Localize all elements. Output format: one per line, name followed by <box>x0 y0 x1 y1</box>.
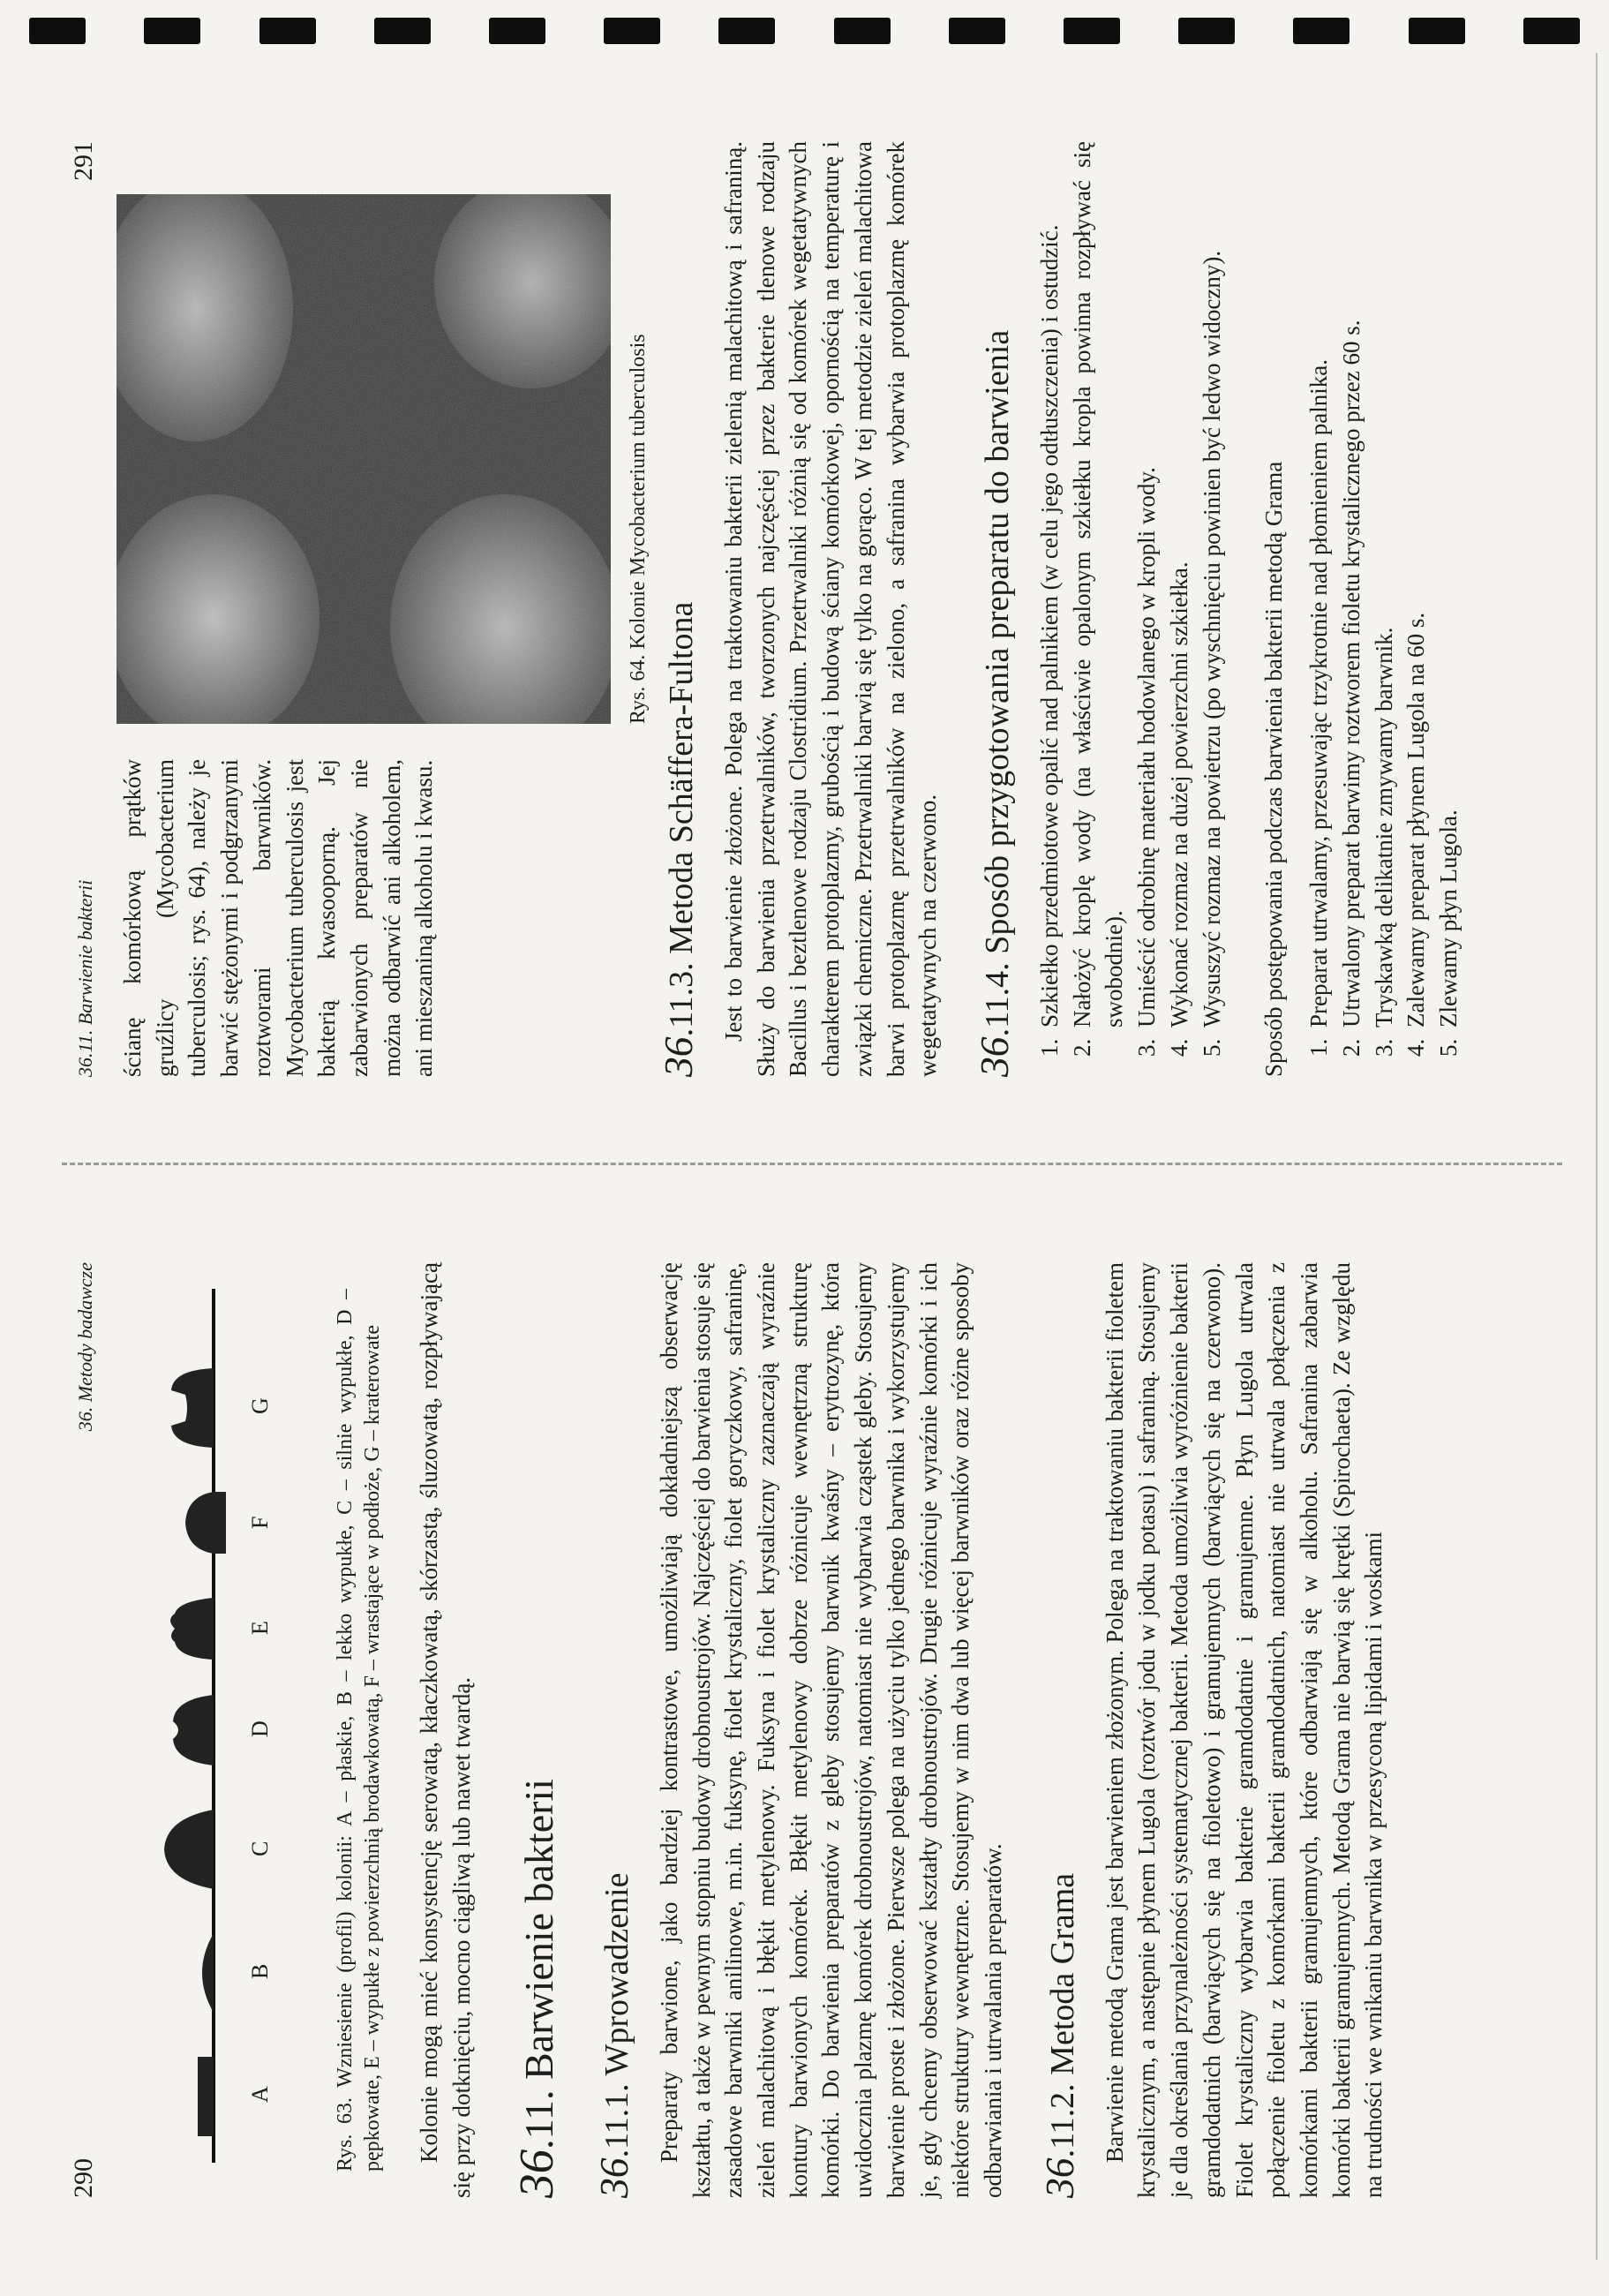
scanned-spread <box>44 79 1580 2269</box>
section-title: .11.4. Sposób przygotowania preparatu do barwienia <box>979 329 1017 1037</box>
punch-hole <box>1178 18 1235 44</box>
figure-label-c: C <box>247 1841 273 1856</box>
section-number: 36 <box>656 1036 701 1077</box>
punch-hole <box>604 18 660 44</box>
section-number: 36 <box>972 1036 1018 1077</box>
continued-paragraph: ścianę komórkową prątków gruźlicy (Mycobacterium tuberculosis; rys. 64), należy je barwić stężonymi i podgrzanymi roztworami barwników. Mycobacterium tuberculosis jest bakterią kwasooporną. Jej zabarwionych preparatów nie można odbarwić ani alkoholem, ani mieszaniną alkoholu i kwasu. <box>119 759 438 1077</box>
list-item: 5. Wysuszyć rozmaz na powietrzu (po wyschnięciu powinien być ledwo widoczny). <box>1196 141 1229 1033</box>
section-number: 36 <box>508 2149 563 2198</box>
punch-hole <box>949 18 1005 44</box>
consistency-paragraph: Kolonie mogą mieć konsystencję serowatą, kłaczkowatą, skórzastą, śluzowatą, rozpływającą się przy dotknięciu, mocno ciągliwą lub nawet twardą. <box>416 1262 476 2198</box>
section-number: 36 <box>1036 2157 1082 2198</box>
colony-c-shape <box>164 1810 214 1889</box>
figure-label-f: F <box>247 1516 273 1529</box>
figure-64-block <box>117 194 650 1077</box>
section-heading-36-11 <box>508 1262 564 2198</box>
list-item: 3. Umieścić odrobinę materiału hodowlanego w kropli wody. <box>1131 141 1163 1033</box>
punch-hole <box>489 18 545 44</box>
section-number: 36 <box>590 2157 636 2198</box>
punch-hole <box>1409 18 1465 44</box>
subsection-heading-36-11-4 <box>971 141 1018 1077</box>
schaffer-fulton-paragraph: Jest to barwienie złożone. Polega na traktowaniu bakterii zielenią malachitową i safraniną. Służy do barwienia przetrwalników, tworzonych najczęściej przez bakterie tlenowe rodzaju Bacillus i beztlenowe rodzaju Clostridium. Przetrwalniki różnią się od komórek wegetatywnych charakterem protoplazmy, grubością i budową ściany komórkowej, opornością na temperaturę i związki chemiczne. Przetrwalniki barwią się tylko na gorąco. W tej metodzie zieleń malachitowa barwi protoplazmę przetrwalników na zielono, a safranina wybarwia protoplazmę komórek wegetatywnych na czerwono. <box>720 141 942 1077</box>
left-running-head <box>69 1262 99 2198</box>
running-title: 36.11. Barwienie bakterii <box>74 879 96 1077</box>
list-item: 4. Wykonać rozmaz na dużej powierzchni szkiełka. <box>1163 141 1196 1033</box>
punch-holes-strip <box>0 18 1609 53</box>
colony-d-shape <box>173 1695 214 1765</box>
list-item: 3. Tryskawką delikatnie zmywamy barwnik. <box>1368 141 1401 1033</box>
figure-64-caption: Rys. 64. Kolonie Mycobacterium tuberculosis <box>627 334 650 724</box>
figure-63-caption: Rys. 63. Wzniesienie (profil) kolonii: A – płaskie, B – lekko wypukłe, C – silnie wypukłe, D – pępkowate, E – wypukłe z powierzchnią brodawkowatą, F – wrastające w podłoże, G – kraterowate <box>334 1289 385 2172</box>
subsection-heading-36-11-3 <box>655 141 702 1077</box>
punch-hole <box>374 18 431 44</box>
list-item: 5. Zlewamy płyn Lugola. <box>1432 141 1465 1033</box>
page-number: 291 <box>69 141 98 181</box>
figure-label-e: E <box>247 1621 273 1635</box>
colony-g-shape <box>171 1368 214 1448</box>
colony-b-shape <box>202 1933 214 2013</box>
figure-label-g: G <box>247 1397 273 1414</box>
colony-e-shape <box>170 1598 214 1660</box>
procedure-intro: Sposób postępowania podczas barwienia bakterii metodą Grama <box>1260 461 1288 1077</box>
running-title: 36. Metody badawcze <box>74 1262 96 1432</box>
section-title: .11.1. Wprowadzenie <box>598 1872 635 2158</box>
colony-profile-drawing <box>134 1262 311 2198</box>
punch-hole <box>1523 18 1580 44</box>
punch-hole <box>259 18 316 44</box>
scan-edge-line <box>1596 53 1598 2260</box>
section-title: .11.3. Metoda Schäffera-Fultona <box>663 601 700 1037</box>
gram-procedure-list <box>1303 141 1465 1077</box>
left-page <box>44 1209 1580 2251</box>
right-page <box>44 88 1580 1130</box>
section-title: .11. Barwienie bakterii <box>515 1778 561 2149</box>
punch-hole <box>1293 18 1350 44</box>
list-item: 4. Zalewamy preparat płynem Lugola na 60 s. <box>1400 141 1432 1033</box>
list-item: 1. Preparat utrwalamy, przesuwając trzykrotnie nad płomieniem palnika. <box>1303 141 1335 1033</box>
preparation-steps-list <box>1034 141 1228 1077</box>
colony-f-shape <box>185 1492 226 1554</box>
punch-hole <box>144 18 200 44</box>
book-gutter <box>62 1163 1562 1165</box>
page-number: 290 <box>69 2158 98 2198</box>
figure-label-d: D <box>247 1720 273 1737</box>
list-item: 1. Szkiełko przedmiotowe opalić nad palnikiem (w celu jego odtłuszczenia) i ostudzić. <box>1034 141 1066 1033</box>
punch-hole <box>29 18 86 44</box>
figure-63-colony-profiles <box>134 1262 311 2198</box>
subsection-heading-36-11-2 <box>1036 1262 1083 2198</box>
list-item: 2. Utrwalony preparat barwimy roztworem fioletu krystalicznego przez 60 s. <box>1335 141 1368 1033</box>
list-item: 2. Nałożyć kroplę wody (na właściwie opalonym szkiełku kropla powinna rozpływać się swobodnie). <box>1066 141 1131 1033</box>
punch-hole <box>718 18 775 44</box>
subsection-heading-36-11-1 <box>590 1262 637 2198</box>
figure-64-photo <box>117 194 650 724</box>
figure-label-a: A <box>247 2086 273 2103</box>
colony-a-shape <box>198 2057 214 2136</box>
section-title: .11.2. Metoda Grama <box>1043 1872 1081 2158</box>
rotated-spread <box>44 79 1580 2269</box>
introduction-paragraph: Preparaty barwione, jako bardziej kontrastowe, umożliwiają dokładniejszą obserwację kształtu, a także w pewnym stopniu budowy drobnoustrojów. Najczęściej do barwienia stosuje się zasadowe barwniki anilinowe, m.in. fuksynę, fiolet krystaliczny, fiolet goryczkowy, safraninę, zieleń malachitową i błękit metylenowy. Fuksyna i fiolet krystaliczny zaznaczają wyraźnie kontury barwionych komórek. Błękit metylenowy dobrze różnicuje wewnętrzną strukturę komórki. Do barwienia preparatów z gleby stosujemy barwnik kwaśny – erytrozynę, która uwidocznia plazmę komórek drobnoustrojów, natomiast nie wybarwia cząstek gleby. Stosujemy barwienie proste i złożone. Pierwsze polega na użyciu tylko jednego barwnika i wykorzystujemy je, gdy chcemy obserwować kształty drobnoustrojów. Drugie różnicuje wyraźnie komórki i ich niektóre struktury wewnętrzne. Stosujemy w nim dwa lub więcej barwników oraz różne sposoby odbarwiania i utrwalania preparatów. <box>655 1262 1006 2198</box>
right-running-head <box>69 141 99 1077</box>
punch-hole <box>834 18 891 44</box>
gram-method-paragraph: Barwienie metodą Grama jest barwieniem złożonym. Polega na traktowaniu bakterii fioletem krystalicznym, a następnie płynem Lugola (roztwór jodu w jodku potasu) i safraniną. Stosujemy je dla określania przynależności systematycznej bakterii. Metoda umożliwia wyróżnienie bakterii gramdodatnich (barwiących się na fioletowo) i gramujemnych (barwiących się na czerwono). Fiolet krystaliczny wybarwia bakterie gramdodatnie i gramujemne. Płyn Lugola utrwala połączenie fioletu z komórkami bakterii gramdodatnich, natomiast nie utrwala połączenia z komórkami bakterii gramujemnych, które odbarwiają się w alkoholu. Safranina zabarwia komórki bakterii gramujemnych. Metodą Grama nie barwią się krętki (Spirochaeta). Ze względu na trudności we wnikaniu barwnika w przesyconą lipidami i woskami <box>1101 1262 1387 2198</box>
mycobacterium-colonies-image <box>117 194 611 724</box>
punch-hole <box>1064 18 1120 44</box>
figure-label-b: B <box>247 1963 273 1979</box>
